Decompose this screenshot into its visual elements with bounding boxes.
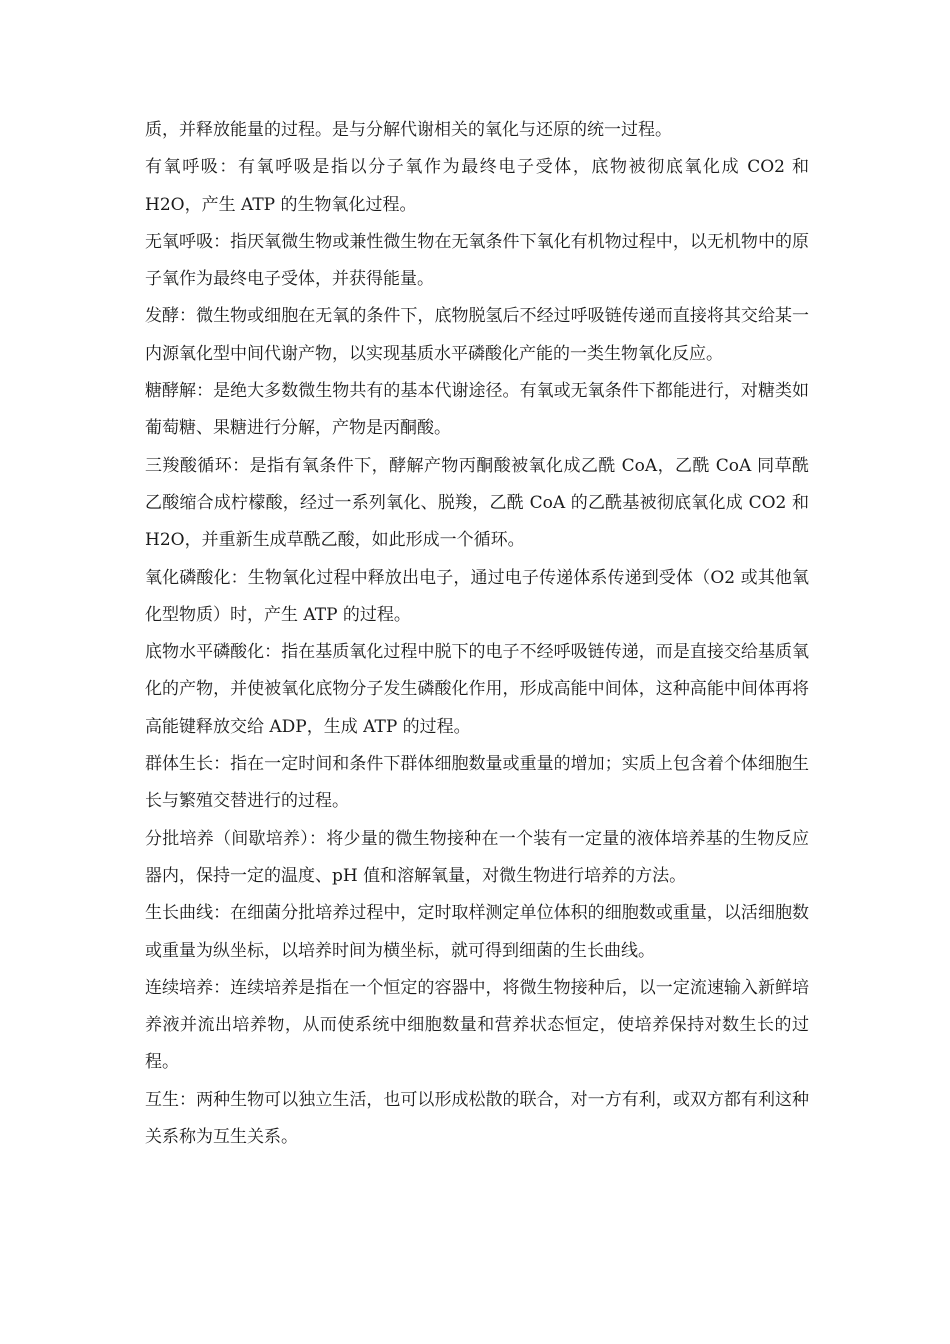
paragraph-mutualism: 互生：两种生物可以独立生活，也可以形成松散的联合，对一方有利，或双方都有利这种关系称为互生关系。 [145, 1089, 809, 1148]
paragraph-continuous-culture: 连续培养：连续培养是指在一个恒定的容器中，将微生物接种后，以一定流速输入新鲜培养液并流出培养物，从而使系统中细胞数量和营养状态恒定，使培养保持对数生长的过程。 [145, 977, 809, 1073]
paragraph-anaerobic-respiration: 无氧呼吸：指厌氧微生物或兼性微生物在无氧条件下氧化有机物过程中，以无机物中的原子氧作为最终电子受体，并获得能量。 [145, 231, 809, 290]
paragraph-population-growth: 群体生长：指在一定时间和条件下群体细胞数量或重量的增加；实质上包含着个体细胞生长与繁殖交替进行的过程。 [145, 754, 809, 812]
paragraph-glycolysis: 糖酵解：是绝大多数微生物共有的基本代谢途径。有氧或无氧条件下都能进行，对糖类如葡萄糖、果糖进行分解，产物是丙酮酸。 [145, 381, 809, 439]
paragraph-aerobic-respiration: 有氧呼吸：有氧呼吸是指以分子氧作为最终电子受体，底物被彻底氧化成 CO2 和 H2O，产生 ATP 的生物氧化过程。 [145, 157, 809, 215]
paragraph-substrate-phosphorylation: 底物水平磷酸化：指在基质氧化过程中脱下的电子不经呼吸链传递，而是直接交给基质氧化的产物，并使被氧化底物分子发生磷酸化作用，形成高能中间体，这种高能中间体再将高能键释放交给 ADP，生成 ATP 的过程。 [145, 642, 809, 737]
paragraph-fermentation: 发酵：微生物或细胞在无氧的条件下，底物脱氢后不经过呼吸链传递而直接将其交给某一内源氧化型中间代谢产物，以实现基质水平磷酸化产能的一类生物氧化反应。 [145, 306, 809, 364]
paragraph-batch-culture: 分批培养（间歇培养）：将少量的微生物接种在一个装有一定量的液体培养基的生物反应器内，保持一定的温度、pH 值和溶解氧量，对微生物进行培养的方法。 [145, 828, 809, 886]
paragraph-growth-curve: 生长曲线：在细菌分批培养过程中，定时取样测定单位体积的细胞数或重量，以活细胞数或重量为纵坐标，以培养时间为横坐标，就可得到细菌的生长曲线。 [145, 903, 809, 961]
document-body [145, 112, 809, 1156]
paragraph-tca-cycle: 三羧酸循环：是指有氧条件下，酵解产物丙酮酸被氧化成乙酰 CoA，乙酰 CoA 同草酰乙酸缩合成柠檬酸，经过一系列氧化、脱羧，乙酰 CoA 的乙酰基被彻底氧化成 CO2 和 H2O，并重新生成草酰乙酸，如此形成一个循环。 [145, 455, 809, 551]
paragraph-oxidative-phosphorylation: 氧化磷酸化：生物氧化过程中释放出电子，通过电子传递体系传递到受体（O2 或其他氧化型物质）时，产生 ATP 的过程。 [145, 567, 809, 625]
paragraph-continuation: 质，并释放能量的过程。是与分解代谢相关的氧化与还原的统一过程。 [145, 120, 672, 140]
